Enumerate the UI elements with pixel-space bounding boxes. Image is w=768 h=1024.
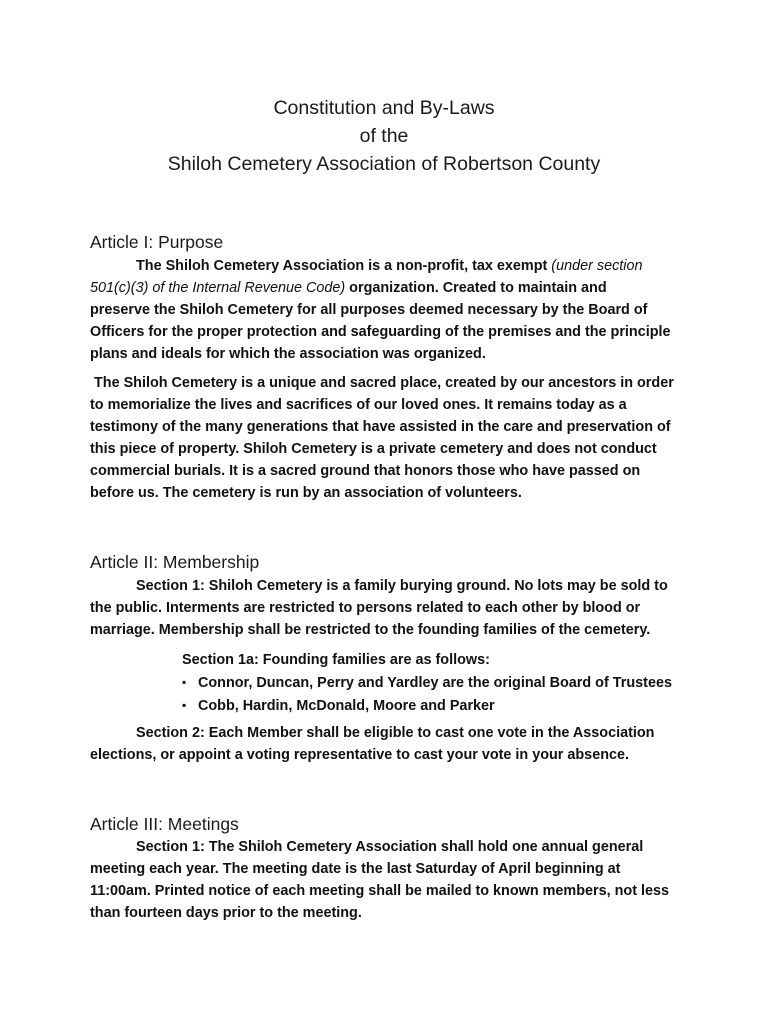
article-3-section-1: [90, 836, 710, 924]
paragraph-line: than fourteen days prior to the meeting.: [90, 905, 362, 921]
paragraph-line: Section 1: Shiloh Cemetery is a family burying ground. No lots may be sold to: [136, 578, 668, 594]
article-2-heading: Article II: Membership: [90, 552, 260, 572]
paragraph-line: Section 1: The Shiloh Cemetery Association shall hold one annual general: [136, 839, 644, 855]
italic-text: (under section: [551, 258, 643, 274]
list-item-text: Connor, Duncan, Perry and Yardley are the original Board of Trustees: [198, 675, 672, 691]
title-line-1: Constitution and By-Laws: [273, 97, 495, 119]
text-span: The Shiloh Cemetery Association is a non-profit, tax exempt: [136, 258, 552, 274]
text-span: organization. Created to maintain and: [345, 280, 607, 296]
document-title: [0, 94, 768, 178]
paragraph-line: [90, 277, 710, 299]
paragraph-line: Section 2: Each Member shall be eligible to cast one vote in the Association: [136, 725, 655, 741]
list-item: [182, 694, 722, 717]
paragraph-line: [90, 255, 710, 277]
bullet-icon: ▪: [182, 675, 187, 689]
article-2-section-1: [90, 575, 710, 641]
paragraph-line: preserve the Shiloh Cemetery for all purposes deemed necessary by the Board of: [90, 302, 648, 318]
article-1-paragraph-2: [90, 372, 710, 504]
article-2-section-1a: [182, 649, 722, 717]
paragraph-line: elections, or appoint a voting representative to cast your vote in your absence.: [90, 747, 629, 763]
paragraph-line: commercial burials. It is a sacred ground that honors those who have passed on: [90, 463, 641, 479]
article-1-paragraph-1: [90, 255, 710, 365]
article-1-heading: Article I: Purpose: [90, 232, 224, 252]
title-line-3: Shiloh Cemetery Association of Robertson County: [167, 153, 601, 175]
paragraph-line: The Shiloh Cemetery is a unique and sacred place, created by our ancestors in order: [90, 375, 674, 391]
bullet-icon: ▪: [182, 698, 187, 712]
paragraph-line: this piece of property. Shiloh Cemetery is a private cemetery and does not conduct: [90, 441, 657, 457]
list-item-text: Cobb, Hardin, McDonald, Moore and Parker: [198, 698, 495, 714]
paragraph-line: plans and ideals for which the association was organized.: [90, 346, 486, 362]
list-item: [182, 671, 722, 694]
paragraph-line: Officers for the proper protection and safeguarding of the premises and the principle: [90, 324, 671, 340]
paragraph-line: marriage. Membership shall be restricted to the founding families of the cemetery.: [90, 622, 651, 638]
section-1a-heading: Section 1a: Founding families are as follows:: [182, 652, 490, 668]
article-2-section-2: [90, 722, 710, 766]
paragraph-line: the public. Interments are restricted to persons related to each other by blood or: [90, 600, 641, 616]
paragraph-line: to memorialize the lives and sacrifices of our loved ones. It remains today as a: [90, 397, 627, 413]
paragraph-line: testimony of the many generations that have assisted in the care and preservation of: [90, 419, 671, 435]
italic-text: 501(c)(3) of the Internal Revenue Code): [90, 280, 346, 296]
paragraph-line: 11:00am. Printed notice of each meeting shall be mailed to known members, not less: [90, 883, 669, 899]
paragraph-line: meeting each year. The meeting date is the last Saturday of April beginning at: [90, 861, 621, 877]
article-3-heading: Article III: Meetings: [90, 814, 239, 834]
paragraph-line: before us. The cemetery is run by an association of volunteers.: [90, 485, 522, 501]
title-line-2: of the: [359, 125, 409, 147]
